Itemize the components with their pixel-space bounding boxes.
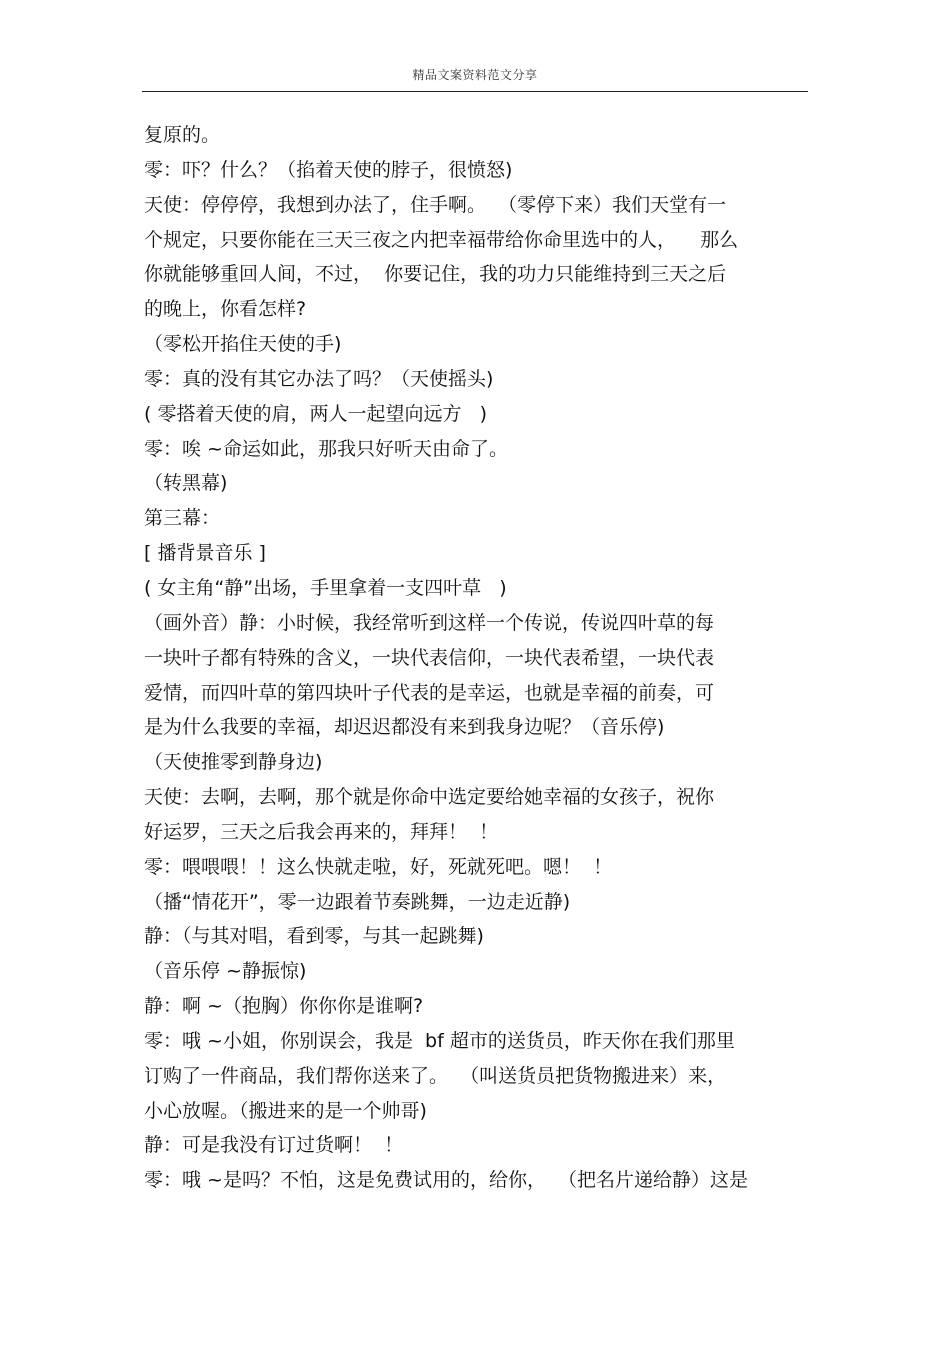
text-line: 的晚上，你看怎样? [144, 298, 307, 321]
text-line: 小心放喔。（搬进来的是一个帅哥) [144, 1099, 427, 1122]
text-line: （零松开掐住天使的手) [144, 333, 342, 356]
text-line: 天使：停停停，我想到办法了，住手啊。 （零停下来）我们天堂有一 [144, 193, 727, 216]
text-line: （转黑幕) [144, 472, 228, 495]
text-line: 订购了一件商品，我们帮你送来了。 （叫送货员把货物搬进来）来， [144, 1064, 727, 1087]
text-line: ( 女主角“静”出场，手里拿着一支四叶草 ) [144, 576, 507, 599]
text-line: 是为什么我要的幸福，却迟迟都没有来到我身边呢？（音乐停) [144, 716, 665, 739]
text-line: 复原的。 [144, 124, 221, 146]
text-line: 第三幕： [144, 507, 221, 530]
text-line: 零：喂喂喂！！这么快就走啦，好，死就死吧。嗯！ ！ [144, 855, 613, 878]
text-line: 静：（与其对唱，看到零，与其一起跳舞) [144, 925, 484, 948]
document-body [144, 118, 814, 1198]
text-line: ( 零搭着天使的肩，两人一起望向远方 ) [144, 402, 487, 425]
text-line: （播“情花开”，零一边跟着节奏跳舞，一边走近静) [144, 890, 571, 913]
text-line: （音乐停 ~静振惊) [144, 960, 307, 983]
text-line: 个规定，只要你能在三天三夜之内把幸福带给你命里选中的人， 那么 [144, 228, 739, 251]
page-header: 精品文案资料范文分享 [412, 68, 538, 82]
text-line: 零：真的没有其它办法了吗？（天使摇头) [144, 367, 494, 390]
text-line: 零：唉 ~命运如此，那我只好听天由命了。 [144, 437, 508, 460]
text-line: 爱情，而四叶草的第四块叶子代表的是幸运，也就是幸福的前奏，可 [144, 681, 715, 704]
text-line: 天使：去啊，去啊，那个就是你命中选定要给她幸福的女孩子，祝你 [144, 786, 715, 809]
text-line: 一块叶子都有特殊的含义，一块代表信仰，一块代表希望，一块代表 [144, 646, 715, 669]
header-divider [142, 91, 808, 92]
text-line: 零：哦 ~是吗？不怕，这是免费试用的，给你， （把名片递给静）这是 [144, 1169, 749, 1192]
text-line: 你就能够重回人间，不过， 你要记住，我的功力只能维持到三天之后 [144, 263, 727, 286]
text-line: 静：啊 ~（抱胸）你你你是谁啊? [144, 995, 424, 1018]
text-line: 零：哦 ~小姐，你别误会，我是 bf 超市的送货员，昨天你在我们那里 [144, 1029, 735, 1052]
text-line: 静：可是我没有订过货啊！ ！ [144, 1134, 404, 1157]
text-line: [ 播背景音乐 ] [144, 542, 266, 565]
text-line: （画外音）静：小时候，我经常听到这样一个传说，传说四叶草的每 [144, 611, 715, 634]
text-line: （天使推零到静身边) [144, 751, 323, 774]
text-line: 好运罗，三天之后我会再来的，拜拜！ ！ [144, 820, 499, 843]
text-line: 零：吓？什么？（掐着天使的脖子，很愤怒) [144, 158, 513, 181]
